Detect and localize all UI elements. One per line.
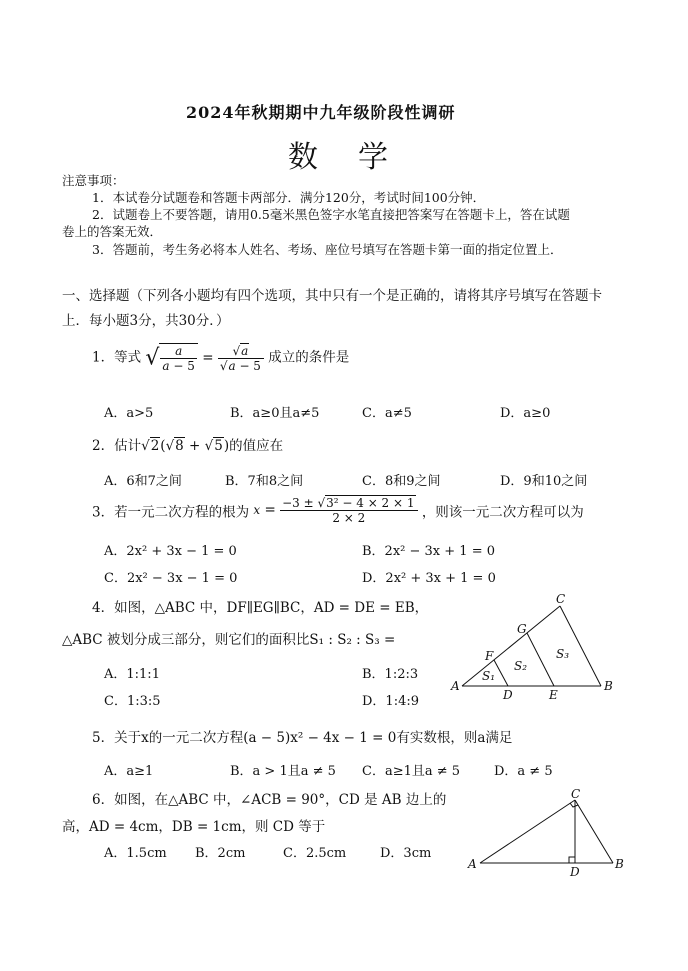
q2-option-a: A．6和7之间 <box>104 474 182 489</box>
q4-label-a: A <box>451 679 460 693</box>
q5-option-a: A．a≥1 <box>104 764 154 779</box>
q4-label-c: C <box>556 592 566 606</box>
q1-number: 1．等式 <box>92 349 142 366</box>
q2-formula: √2(√8 + √5) <box>141 438 230 454</box>
q6-option-c: C．2.5cm <box>283 846 347 861</box>
section-heading-line2: 上．每小题3分，共30分．） <box>62 313 230 329</box>
q4-label-d: D <box>503 688 513 702</box>
q4-segment-ac <box>462 606 560 686</box>
q4-option-a: A．1:1:1 <box>104 667 160 682</box>
question-2 <box>92 434 283 454</box>
q4-label-s1: S₁ <box>482 669 496 683</box>
q4-segment-bc <box>560 606 601 686</box>
q3-tail: ，则该一元二次方程可以为 <box>421 504 584 521</box>
q6-label-b: B <box>615 857 624 871</box>
q2-number: 2．估计 <box>92 438 142 454</box>
note-item-2b: 卷上的答案无效． <box>62 224 163 239</box>
q3-option-d: D．2x² + 3x + 1 = 0 <box>362 571 496 586</box>
section-heading-line1: 一、选择题（下列各小题均有四个选项，其中只有一个是正确的，请将其序号填写在答题卡 <box>62 288 602 304</box>
q2-option-c: C．8和9之间 <box>362 474 441 489</box>
note-item-2a: 2．试题卷上不要答题，请用0.5毫米黑色签字水笔直接把答案写在答题卡上，答在试题 <box>92 207 570 222</box>
q1-formula: √ $\frac{a}{a - 5}$ = $\frac{√a}{√a - 5}$ <box>145 343 264 373</box>
q6-option-b: B．2cm <box>195 846 246 861</box>
q5-option-d: D．a ≠ 5 <box>494 764 553 779</box>
q4-option-b: B．1:2:3 <box>362 667 419 682</box>
q4-triangle-figure <box>448 590 628 702</box>
note-item-3: 3．答题前，考生务必将本人姓名、考场、座位号填写在答题卡第一面的指定位置上． <box>92 242 563 257</box>
subject-title: 数学 <box>288 140 428 175</box>
q4-label-s2: S₂ <box>514 659 528 673</box>
q6-segment-bc <box>575 800 613 863</box>
q3-option-b: B．2x² − 3x + 1 = 0 <box>362 544 495 559</box>
q2-tail: 的值应在 <box>229 438 284 454</box>
question-5: 5．关于x的一元二次方程(a − 5)x² − 4x − 1 = 0有实数根，则a满足 <box>92 730 513 746</box>
q1-option-c: C．a≠5 <box>362 406 412 421</box>
question-3 <box>92 496 584 525</box>
q4-label-g: G <box>517 622 527 636</box>
q4-option-d: D．1:4:9 <box>362 694 419 709</box>
exam-title: 2024年秋期期中九年级阶段性调研 <box>186 103 456 122</box>
q6-option-a: A．1.5cm <box>104 846 167 861</box>
q5-option-b: B．a > 1且a ≠ 5 <box>230 764 336 779</box>
question-4-line1: 4．如图，△ABC 中，DF∥EG∥BC，AD = DE = EB， <box>92 600 429 616</box>
q6-label-d: D <box>570 865 580 878</box>
notes-heading: 注意事项： <box>62 173 125 188</box>
q6-option-d: D．3cm <box>380 846 432 861</box>
q3-head: 3．若一元二次方程的根为 <box>92 504 250 521</box>
question-6-line1: 6．如图，在△ABC 中，∠ACB = 90°，CD 是 AB 边上的 <box>92 792 447 808</box>
q3-option-a: A．2x² + 3x − 1 = 0 <box>104 544 237 559</box>
question-6-line2: 高，AD = 4cm，DB = 1cm，则 CD 等于 <box>62 819 326 835</box>
q5-option-c: C．a≥1且a ≠ 5 <box>362 764 461 779</box>
q1-option-a: A．a>5 <box>104 406 154 421</box>
q1-option-d: D．a≥0 <box>500 406 551 421</box>
q4-segment-df <box>494 660 508 686</box>
q1-tail: 成立的条件是 <box>268 349 350 366</box>
q6-label-a: A <box>468 857 477 871</box>
q1-option-b: B．a≥0且a≠5 <box>230 406 320 421</box>
q6-right-angle-mark-d <box>569 857 575 863</box>
question-4-line2: △ABC 被划分成三部分，则它们的面积比S₁ : S₂ : S₃ = <box>62 632 396 648</box>
q6-right-triangle-figure <box>462 786 634 878</box>
q4-label-b: B <box>604 679 613 693</box>
question-1 <box>92 343 349 373</box>
q2-option-d: D．9和10之间 <box>500 474 588 489</box>
q2-option-b: B．7和8之间 <box>225 474 304 489</box>
q4-label-s3: S₃ <box>556 647 570 661</box>
q6-label-c: C <box>571 787 581 801</box>
note-item-1: 1．本试卷分试题卷和答题卡两部分．满分120分，考试时间100分钟． <box>92 190 486 205</box>
q4-option-c: C．1:3:5 <box>104 694 161 709</box>
q3-formula: x = $\frac{\text{−3 ± √3² − 4 × 2 × 1}}{2 \times 2}$ <box>253 496 417 525</box>
q4-segment-eg <box>527 633 554 686</box>
q4-label-f: F <box>485 649 494 663</box>
q6-segment-ac <box>480 800 575 863</box>
q3-option-c: C．2x² − 3x − 1 = 0 <box>104 571 238 586</box>
q4-label-e: E <box>549 688 558 702</box>
